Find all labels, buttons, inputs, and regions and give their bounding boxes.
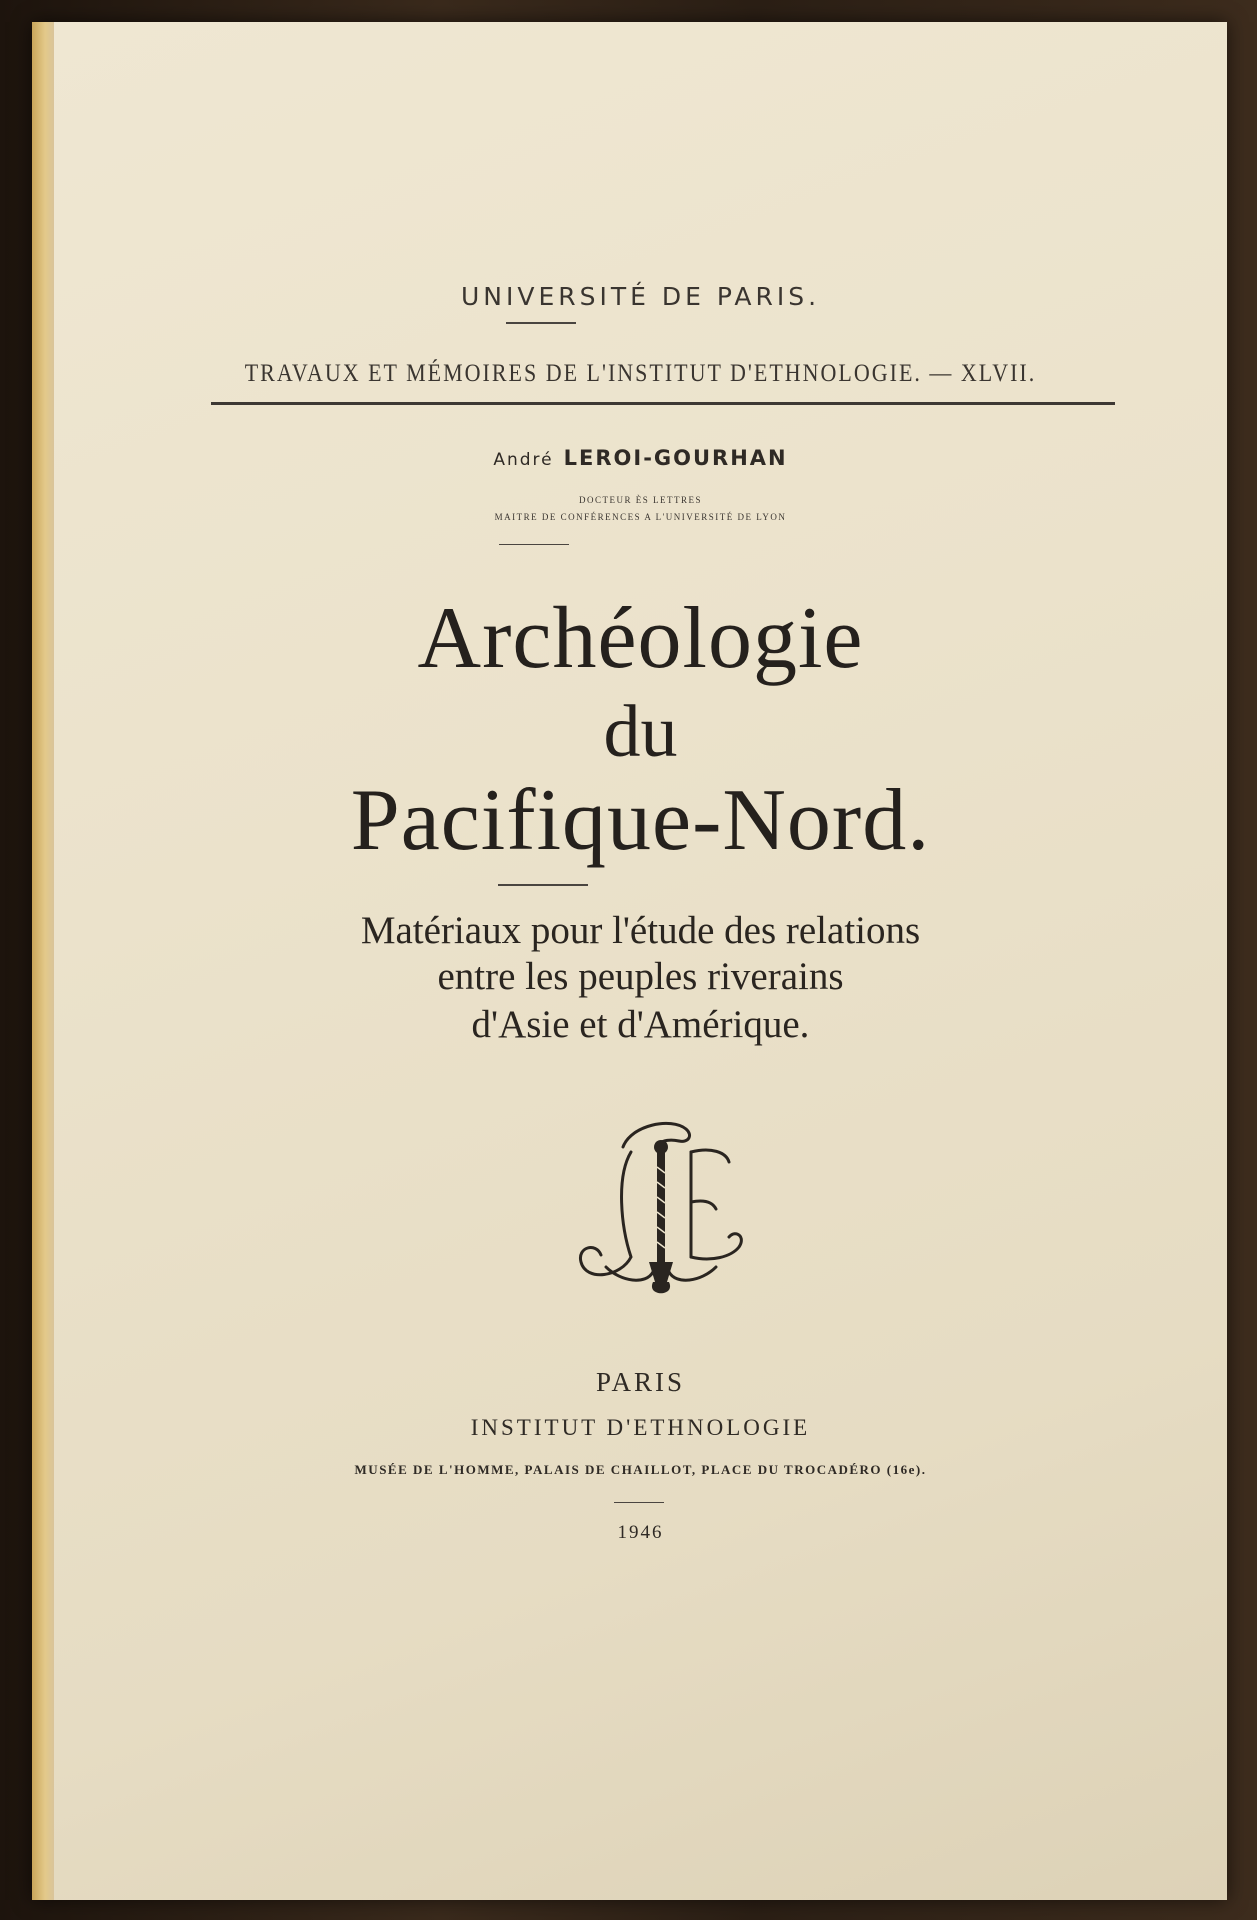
- subtitle-line-3: d'Asie et d'Amérique.: [471, 1003, 810, 1046]
- author-last-name: LEROI-GOURHAN: [563, 446, 788, 470]
- spine-edge: [32, 22, 54, 1900]
- series-line: TRAVAUX ET MÉMOIRES DE L'INSTITUT D'ETHNOLOGIE. — XLVII.: [244, 358, 1037, 387]
- title-line-2: du: [603, 691, 678, 773]
- subtitle-line-2: entre les peuples riverains: [437, 955, 844, 998]
- publisher-name: INSTITUT D'ETHNOLOGIE: [470, 1415, 811, 1440]
- subtitle-line-1: Matériaux pour l'étude des relations: [360, 909, 921, 952]
- publication-year: 1946: [617, 1522, 664, 1543]
- author-first-name: André: [493, 450, 554, 470]
- monogram-emblem-icon: [561, 1107, 761, 1307]
- title-line-3: Pacifique-Nord.: [350, 772, 931, 869]
- author-credential-2: MAITRE DE CONFÉRENCES A L'UNIVERSITÉ DE LYON: [494, 512, 787, 522]
- divider-long: [211, 402, 1115, 405]
- institution-heading: UNIVERSITÉ DE PARIS.: [460, 282, 821, 311]
- divider-short: [506, 322, 576, 324]
- publisher-city: PARIS: [595, 1367, 686, 1397]
- author-credential-1: DOCTEUR ÈS LETTRES: [579, 495, 702, 505]
- author-name: [54, 446, 1227, 470]
- book-cover: [54, 22, 1227, 1900]
- book: [32, 22, 1227, 1900]
- divider-short: [499, 544, 569, 545]
- publisher-address: MUSÉE DE L'HOMME, PALAIS DE CHAILLOT, PLACE DU TROCADÉRO (16e).: [354, 1462, 927, 1477]
- divider-short: [614, 1502, 664, 1503]
- title-line-1: Archéologie: [417, 590, 864, 687]
- divider-short: [498, 884, 588, 886]
